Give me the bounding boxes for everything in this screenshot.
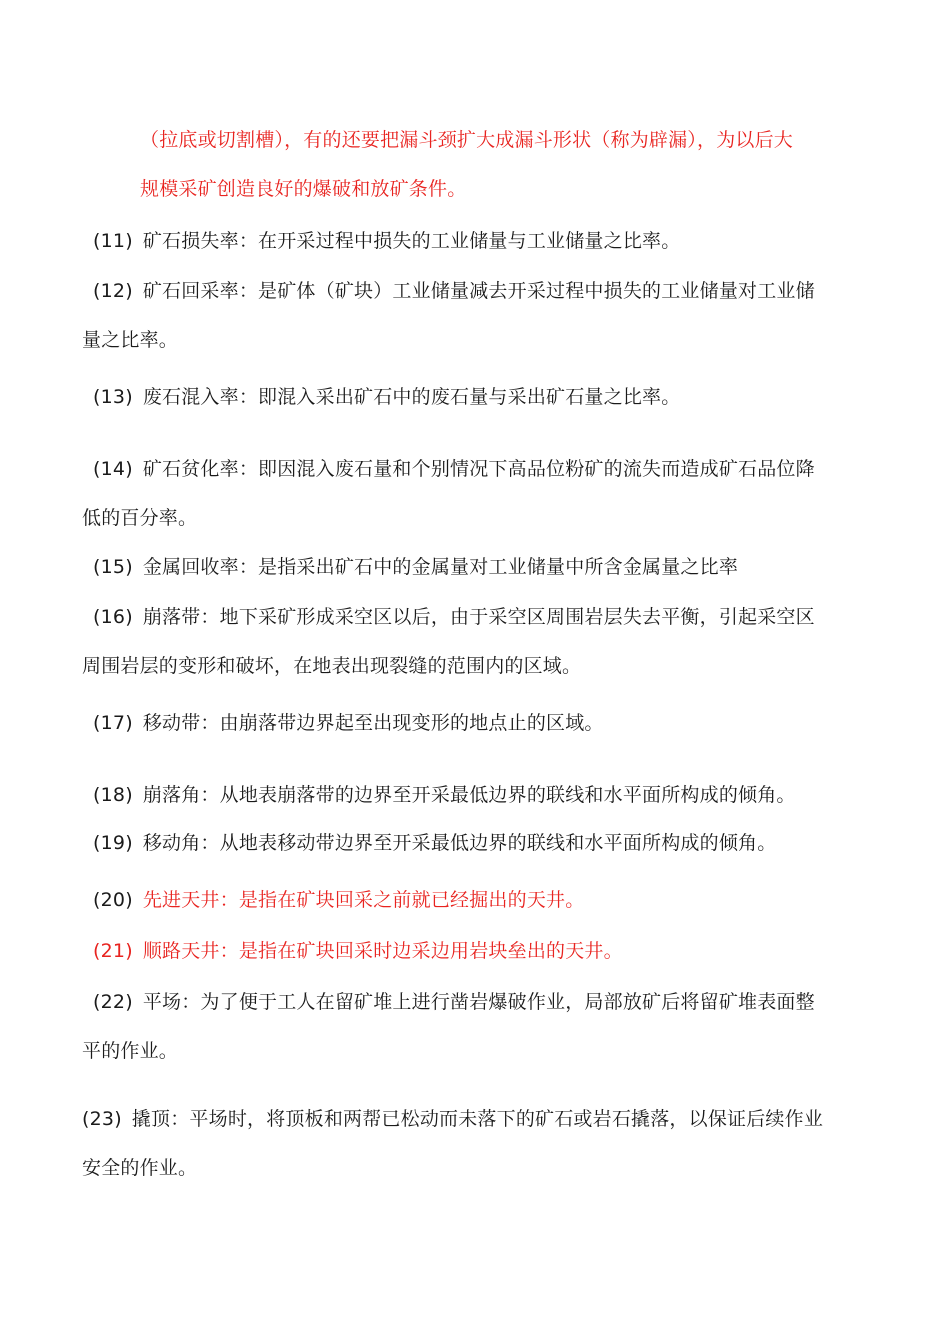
item-text: 金属回收率：是指采出矿石中的金属量对工业储量中所含金属量之比率	[142, 556, 739, 578]
item-number: (13)	[93, 386, 133, 408]
item-text: 崩落角：从地表崩落带的边界至开采最低边界的联线和水平面所构成的倾角。	[142, 784, 796, 806]
item-number: (20)	[93, 889, 133, 911]
item-text: 崩落带：地下采矿形成采空区以后，由于采空区周围岩层失去平衡，引起采空区	[142, 606, 815, 628]
item-number: (22)	[93, 991, 133, 1013]
item-text: 矿石回采率：是矿体（矿块）工业储量减去开采过程中损失的工业储量对工业储	[142, 280, 815, 302]
item-number: (17)	[93, 712, 133, 734]
term-item-17	[93, 711, 604, 735]
item-text: 废石混入率：即混入采出矿石中的废石量与采出矿石量之比率。	[142, 386, 681, 408]
term-item-11	[93, 229, 680, 253]
item-text: 平场：为了便于工人在留矿堆上进行凿岩爆破作业，局部放矿后将留矿堆表面整	[142, 991, 815, 1013]
item-number: (19)	[93, 832, 133, 854]
item-number: (11)	[93, 230, 133, 252]
item-text: 移动角：从地表移动带边界至开采最低边界的联线和水平面所构成的倾角。	[142, 832, 777, 854]
item-number: (23)	[82, 1108, 122, 1130]
term-item-13	[93, 385, 680, 409]
item-text: 先进天井：是指在矿块回采之前就已经掘出的天井。	[142, 889, 585, 911]
term-item-22-continued: 平的作业。	[82, 1040, 179, 1062]
term-item-19	[93, 831, 776, 855]
item-number: (14)	[93, 458, 133, 480]
term-item-14-continued: 低的百分率。	[82, 507, 198, 529]
term-item-16-continued: 周围岩层的变形和破坏，在地表出现裂缝的范围内的区域。	[82, 655, 582, 677]
item-number: (15)	[93, 556, 133, 578]
term-item-23-continued: 安全的作业。	[82, 1157, 198, 1179]
item-text: 撬顶：平场时，将顶板和两帮已松动而未落下的矿石或岩石撬落，以保证后续作业	[131, 1108, 824, 1130]
intro-line-1: （拉底或切割槽），有的还要把漏斗颈扩大成漏斗形状（称为辟漏），为以后大	[140, 129, 794, 151]
item-text: 顺路天井：是指在矿块回采时边采边用岩块垒出的天井。	[142, 940, 623, 962]
item-number: (16)	[93, 606, 133, 628]
term-item-23	[82, 1107, 823, 1131]
term-item-20	[93, 888, 584, 912]
term-item-18	[93, 783, 796, 807]
term-item-21	[93, 939, 623, 963]
term-item-14	[93, 457, 815, 481]
term-item-12-continued: 量之比率。	[82, 329, 179, 351]
item-text: 矿石贫化率：即因混入废石量和个别情况下高品位粉矿的流失而造成矿石品位降	[142, 458, 815, 480]
item-number: (18)	[93, 784, 133, 806]
term-item-12	[93, 279, 815, 303]
item-number: (12)	[93, 280, 133, 302]
item-text: 矿石损失率：在开采过程中损失的工业储量与工业储量之比率。	[142, 230, 681, 252]
item-text: 移动带：由崩落带边界起至出现变形的地点止的区域。	[142, 712, 604, 734]
term-item-22	[93, 990, 815, 1014]
intro-line-2: 规模采矿创造良好的爆破和放矿条件。	[140, 178, 467, 200]
term-item-16	[93, 605, 815, 629]
item-number: (21)	[93, 940, 133, 962]
term-item-15	[93, 555, 738, 579]
